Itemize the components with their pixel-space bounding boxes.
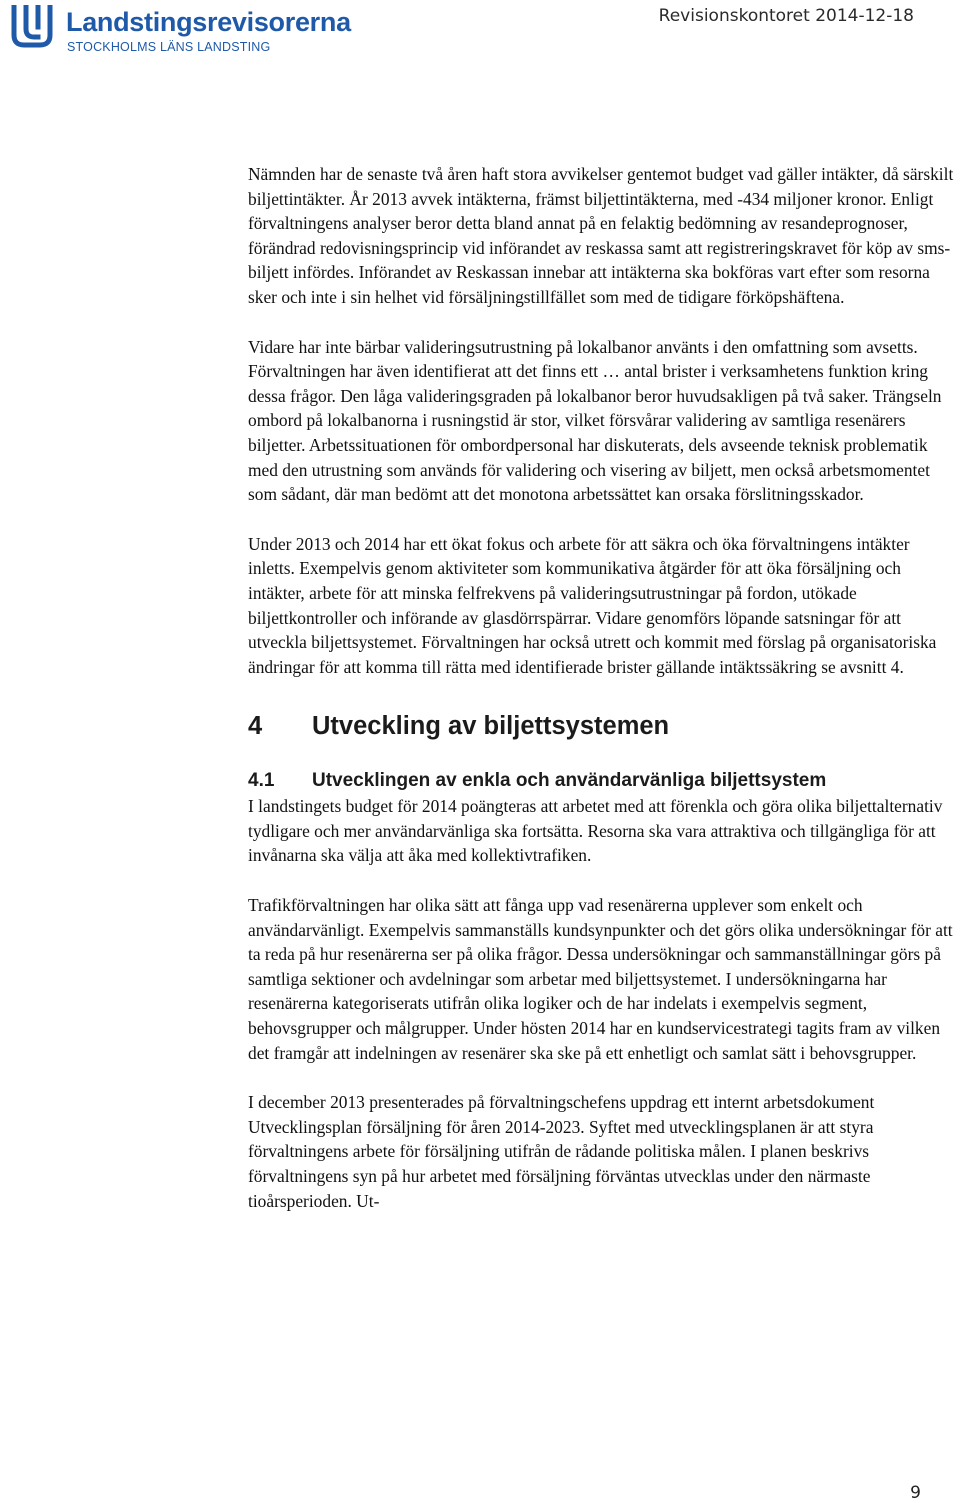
logo-subtitle: STOCKHOLMS LÄNS LANDSTING — [67, 40, 271, 54]
landstingsrevisorerna-logo — [8, 5, 351, 54]
section-title: Utveckling av biljettsystemen — [312, 711, 670, 740]
paragraph-2: Vidare har inte bärbar valideringsutrustning på lokalbanor använts i den omfattning som avsetts. Förvaltningen har även identifierat att det finns ett … antal brister i verksamhetens funktion kring dessa frågor. Den låga valideringsgraden på lokalbanor beror huvudsakligen på två saker. Trängseln ombord på lokalbanorna i rusningstid är stor, vilket försvårar validering av samtliga resenärers biljetter. Arbetssituationen för ombordpersonal har diskuterats, dels avseende teknisk problematik med den utrustning som används för validering och visering av biljett, men också arbetsmomentet som sådant, där man bedömt att det monotona arbetssättet kan orsaka förslitningsskador. — [248, 336, 942, 505]
section-number: 4 — [248, 711, 263, 740]
document-body — [248, 162, 960, 1238]
paragraph-4: I landstingets budget för 2014 poängteras att arbetet med att förenkla och göra olika biljettalternativ tydligare och mer användarvänliga ska fortsätta. Resorna ska vara attraktiva och tillgängliga för att invånarna ska välja att åka med kollektivtrafiken. — [248, 796, 943, 866]
page-number: 9 — [910, 1483, 921, 1503]
paragraph-3: Under 2013 och 2014 har ett ökat fokus och arbete för att säkra och öka förvaltningens intäkter inletts. Exempelvis genom aktiviteter som kommunikativa åtgärder för att öka försäljning och intäkter, arbete för att minska felfrekvens på valideringsutrustningar på fordon, utökade biljettkontroller och införande av glasdörrspärrar. Vidare genomförs löpande satsningar för att utveckla biljettsystemet. Förvaltningen har också utrett och kommit med förslag på organisatoriska ändringar för att komma till rätta med identifierade brister gällande intäktssäkring se avsnitt 4. — [248, 533, 937, 677]
office-date: Revisionskontoret 2014-12-18 — [658, 6, 914, 26]
subsection-title: Utvecklingen av enkla och användarvänliga biljettsystem — [312, 770, 827, 792]
logo-mark-icon — [8, 5, 60, 51]
logo-name: Landstingsrevisorerna — [66, 7, 351, 37]
paragraph-6: I december 2013 presenterades på förvaltningschefens uppdrag ett internt arbetsdokument Utvecklingsplan försäljning för åren 2014-2023. Syftet med utvecklingsplanen är att styra förvaltningens arbete för försäljning utifrån de rådande politiska målen. I planen beskrivs förvaltningens syn på hur arbetet med försäljning förväntas utvecklas under den närmaste tioårsperioden. Ut- — [248, 1092, 875, 1211]
page-header — [0, 0, 960, 60]
paragraph-1: Nämnden har de senaste två åren haft stora avvikelser gentemot budget vad gäller intäkter, då särskilt biljettintäkter. År 2013 avvek intäkterna, främst biljettintäkterna, med -434 miljoner kronor. Enligt förvaltningens analyser beror detta bland annat på en felaktig bedömning av resandeprognoser, förändrad redovisningsprincip vid införandet av reskassa samt att registreringskravet för köp av sms-biljett infördes. Införandet av Reskassan innebar att intäkterna ska bokföras vart efter som resorna sker och inte i sin helhet vid försäljningstillfället som med de tidigare förköpshäftena. — [248, 164, 954, 307]
paragraph-5: Trafikförvaltningen har olika sätt att fånga upp vad resenärerna upplever som enkelt och användarvänligt. Exempelvis sammanställs kundsynpunkter och det görs olika undersökningar för att ta reda på hur resenärerna ser på olika frågor. Dessa undersökningar och sammanställningar görs på samtliga sektioner och avdelningar som arbetar med biljettsystemet. I undersökningarna har resenärerna kategoriserats utifrån olika logiker och de har indelats i exempelvis segment, behovsgrupper och målgrupper. Under hösten 2014 har en kundservicestrategi tagits fram av vilken det framgår att indelningen av resenärer ska ske på ett enhetligt och samlat sätt i behovsgrupper. — [248, 895, 953, 1063]
section-heading — [248, 704, 960, 748]
subsection-heading — [248, 768, 960, 794]
subsection-number: 4.1 — [248, 770, 275, 792]
